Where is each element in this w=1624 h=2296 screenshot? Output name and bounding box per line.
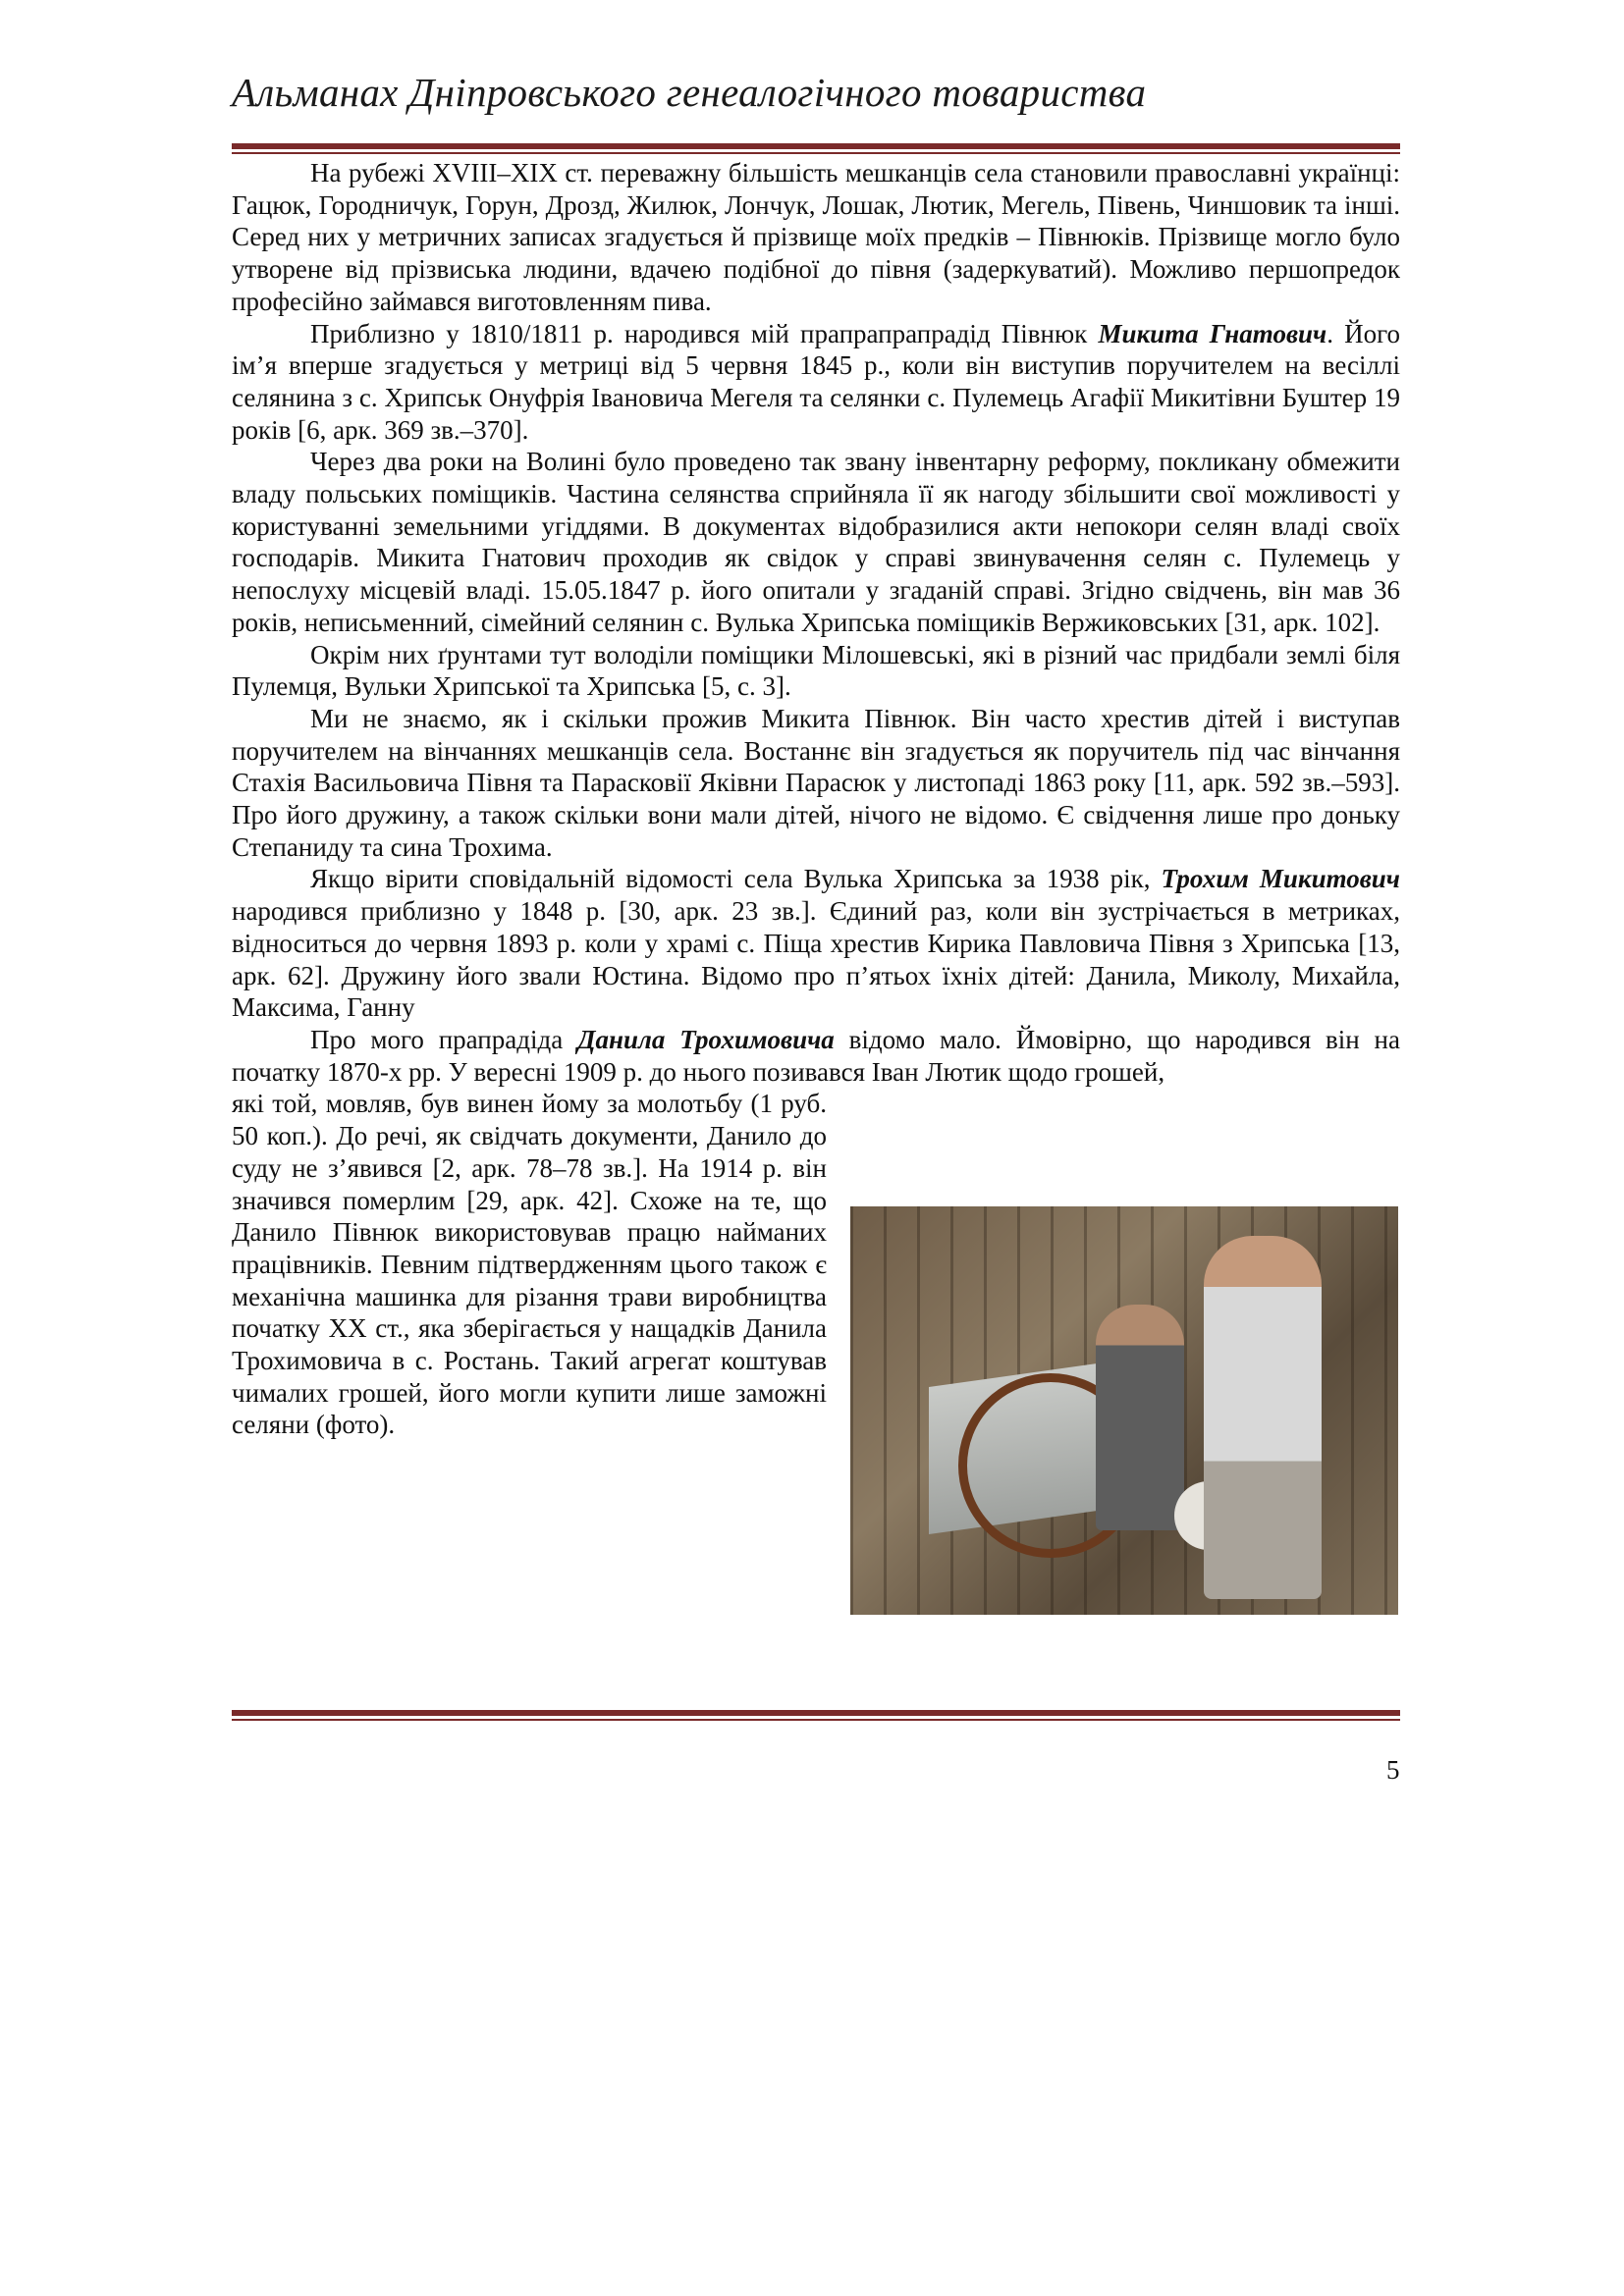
paragraph: Ми не знаємо, як і скільки прожив Микита Півнюк. Він часто хрестив дітей і виступав поручителем на вінчаннях мешканців села. Востаннє він згадується як поручитель під час вінчання Стахія Васильовича Півня та Парасковії Яківни Парасюк у листопаді 1863 року [11, арк. 592 зв.–593]. Про його дружину, а також скільки вони мали дітей, нічого не відомо. Є свідчення лише про доньку Степаниду та сина Трохима.: [232, 703, 1400, 862]
paragraph: Окрім них ґрунтами тут володіли поміщики Мілошевські, які в різний час придбали землі біля Пулемця, Вульки Хрипської та Хрипська [5, с. 3].: [232, 639, 1400, 702]
person-name: Трохим Микитович: [1161, 864, 1400, 894]
header-rule: [232, 143, 1400, 154]
older-man-figure: [1096, 1305, 1184, 1530]
paragraph: На рубежі XVIII–XIX ст. переважну більшість мешканців села становили православні українці: Гацюк, Городничук, Горун, Дрозд, Жилюк, Лончук, Лошак, Лютик, Мегель, Півень, Чиншовик та інші. Серед них у метричних записах згадується й прізвище моїх предків – Півнюків. Прізвище могло було утворене від прізвиська людини, вдачею подібної до півня (задеркуватий). Можливо першопредок професійно займався виготовленням пива.: [232, 158, 1400, 316]
footer-rule: [232, 1710, 1400, 1721]
person-name: Данила Трохимовича: [577, 1024, 835, 1054]
paragraph: Про мого прапрадіда Данила Трохимовича відомо мало. Ймовірно, що народився він на початку 1870-х рр. У вересні 1909 р. до нього позивався Іван Лютик щодо грошей,: [232, 1024, 1400, 1087]
paragraph-beside-photo: які той, мовляв, був винен йому за молотьбу (1 руб. 50 коп.). До речі, як свідчать документи, Данило до суду не з’явився [2, арк. 78–78 зв.]. На 1914 р. він значився померлим [29, арк. 42]. Схоже на те, що Данило Півнюк використовував працю найманих працівників. Певним підтвердженням цього також є механічна машинка для різання трави виробництва початку XX ст., яка зберігається у нащадків Данила Трохимовича в с. Ростань. Такий агрегат коштував чималих грошей, його могли купити лише заможні селяни (фото).: [232, 1089, 827, 1440]
paragraph: Приблизно у 1810/1811 р. народився мій прапрапрапрадід Півнюк Микита Гнатович. Його ім’я вперше згадується у метриці від 5 червня 1845 р., коли він виступив поручителем на весіллі селянина з с. Хрипськ Онуфрія Івановича Мегеля та селянки с. Пулемець Агафії Микитівни Буштер 19 років [6, арк. 369 зв.–370].: [232, 318, 1400, 445]
paragraph: Через два роки на Волині було проведено так звану інвентарну реформу, покликану обмежити владу польських поміщиків. Частина селянства сприйняла її як нагоду збільшити свої можливості у користуванні земельними угіддями. В документах відобразилися акти непокори селян владі своїх господарів. Микита Гнатович проходив як свідок у справі звинувачення селян с. Пулемець у непослуху місцевій владі. 15.05.1847 р. його опитали у згаданій справі. Згідно свідчень, він мав 36 років, неписьменний, сімейний селянин с. Вулька Хрипська поміщиків Вержиковських [31, арк. 102].: [232, 447, 1400, 637]
photo-grass-cutting-machine: [850, 1206, 1398, 1615]
running-header: Альманах Дніпровського генеалогічного товариства: [232, 70, 1147, 115]
younger-man-figure: [1204, 1236, 1322, 1599]
page-number: 5: [1386, 1755, 1400, 1785]
person-name: Микита Гнатович: [1098, 318, 1327, 348]
paragraph: Якщо вірити сповідальній відомості села Вулька Хрипська за 1938 рік, Трохим Микитович народився приблизно у 1848 р. [30, арк. 23 зв.]. Єдиний раз, коли він зустрічається в метриках, відноситься до червня 1893 р. коли у храмі с. Піща хрестив Кирика Павловича Півня з Хрипська [13, арк. 62]. Дружину його звали Юстина. Відомо про п’ятьох їхніх дітей: Данила, Миколу, Михайла, Максима, Ганну: [232, 864, 1400, 1023]
